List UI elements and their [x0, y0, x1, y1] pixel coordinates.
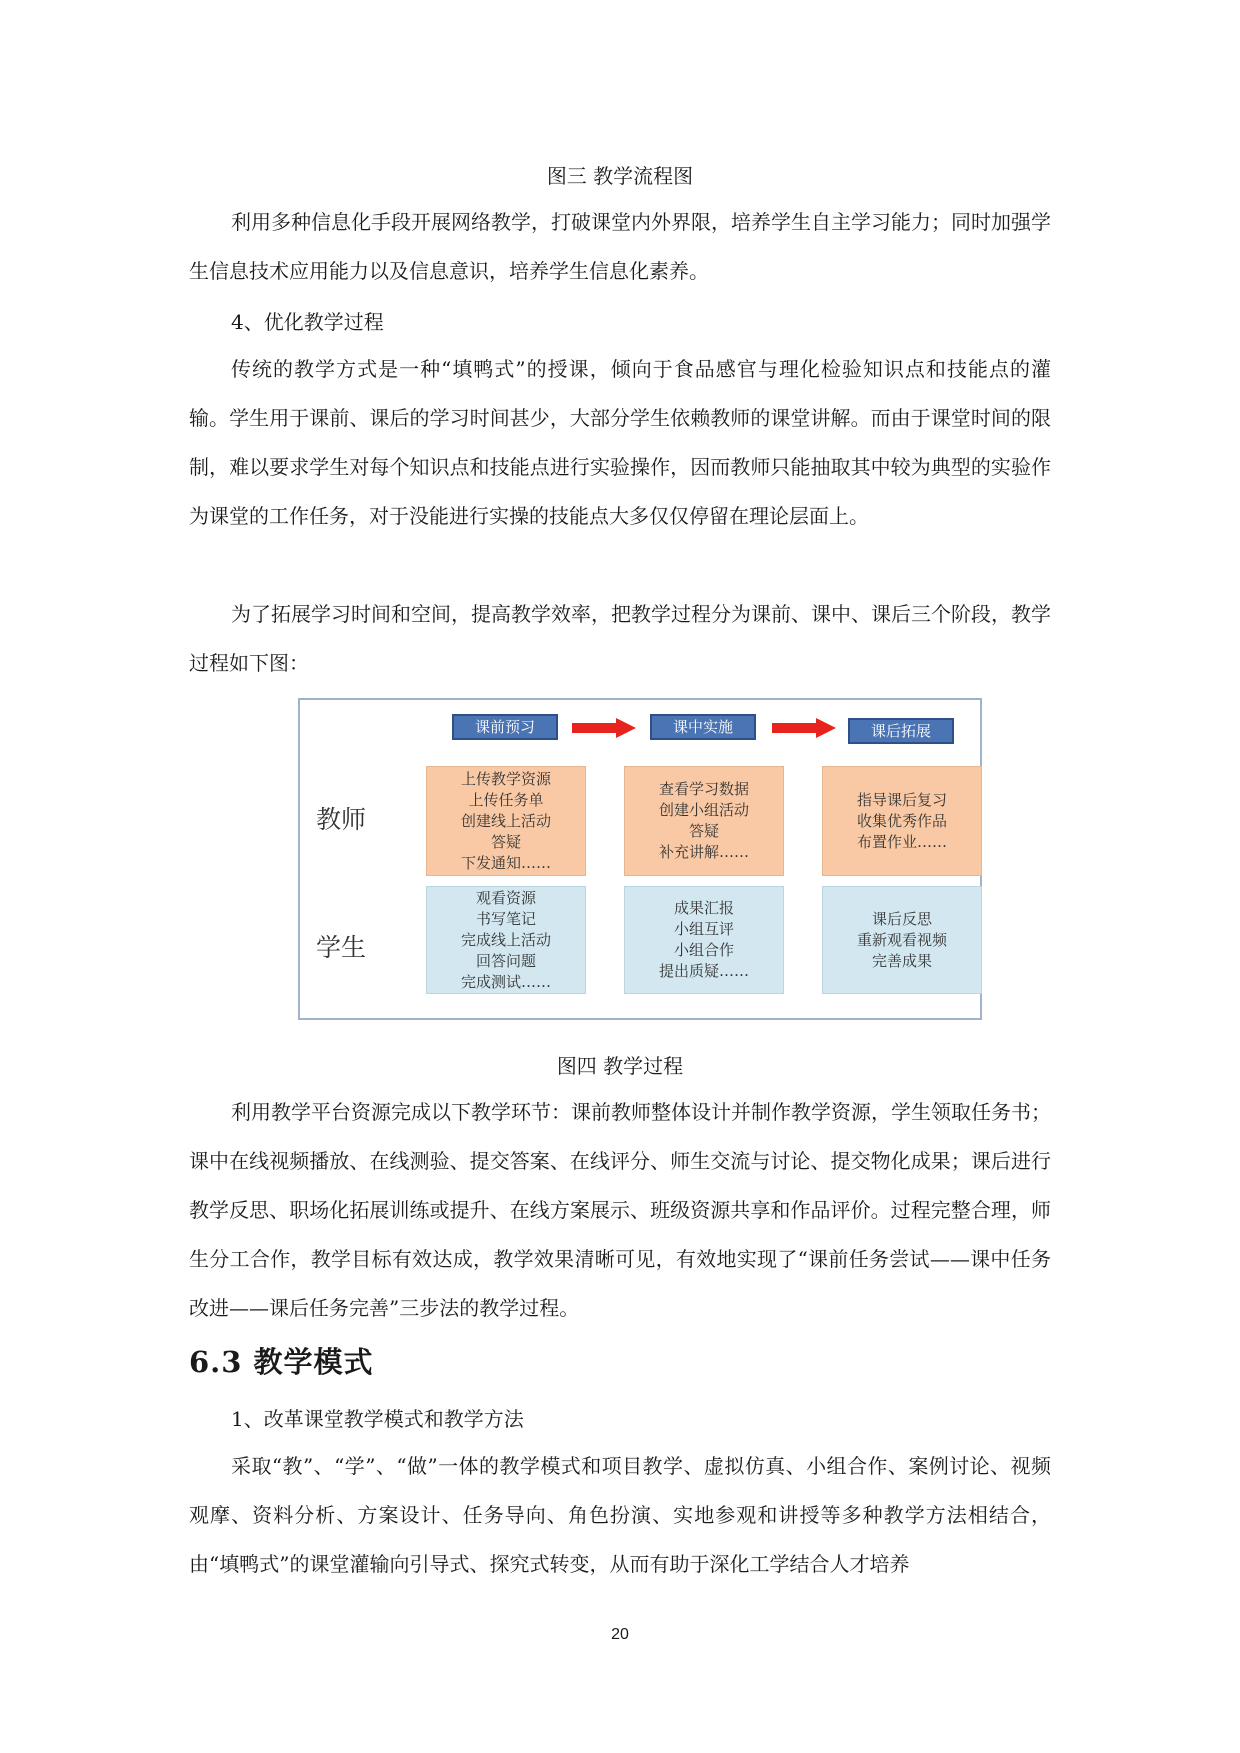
figure-caption-4: 图四 教学过程 — [556, 1054, 684, 1078]
box-line: 创建线上活动 — [460, 811, 551, 830]
stage-post-class: 课后拓展 — [848, 718, 954, 744]
box-line: 下发通知…… — [460, 853, 551, 872]
section-heading: 6.3 教学模式 — [189, 1345, 374, 1379]
teacher-post-class-box — [822, 766, 982, 876]
box-line: 提出质疑…… — [658, 962, 749, 980]
box-line: 收集优秀作品 — [856, 811, 947, 830]
paragraph-traditional-teaching: 传统的教学方式是一种“填鸭式”的授课，倾向于食品感官与理化检验知识点和技能点的灌输。学生用于课前、课后的学习时间甚少，大部分学生依赖教师的课堂讲解。而由于课堂时间的限制，难以要求学生对每个知识点和技能点进行实验操作，因而教师只能抽取其中较为典型的实验作为课堂的工作任务，对于没能进行实操的技能点大多仅仅停留在理论层面上。 — [189, 357, 1051, 528]
role-teacher: 教师 — [316, 805, 367, 834]
teaching-process-diagram — [298, 698, 982, 1020]
page-number: 20 — [611, 1626, 629, 1643]
role-student: 学生 — [316, 933, 367, 962]
box-line: 上传任务单 — [468, 790, 544, 809]
stage-in-class: 课中实施 — [650, 714, 756, 740]
box-line: 回答问题 — [475, 951, 536, 970]
teacher-pre-class-box — [426, 766, 586, 876]
box-line: 答疑 — [490, 832, 521, 851]
figure-caption-3: 图三 教学流程图 — [546, 164, 694, 188]
student-pre-class-box — [426, 886, 586, 994]
paragraph-three-stages: 为了拓展学习时间和空间，提高教学效率，把教学过程分为课前、课中、课后三个阶段，教学过程如下图： — [189, 602, 1051, 675]
box-line: 完成线上活动 — [460, 930, 551, 949]
box-line: 创建小组活动 — [658, 801, 749, 819]
box-line: 小组合作 — [673, 941, 734, 959]
box-line: 观看资源 — [475, 888, 536, 907]
box-line: 完成测试…… — [460, 972, 551, 991]
box-line: 布置作业…… — [856, 832, 947, 851]
teacher-in-class-box — [624, 766, 784, 876]
paragraph-info-teaching: 利用多种信息化手段开展网络教学，打破课堂内外界限，培养学生自主学习能力；同时加强学生信息技术应用能力以及信息意识，培养学生信息化素养。 — [189, 210, 1051, 283]
box-line: 补充讲解…… — [658, 843, 749, 861]
paragraph-platform-steps: 利用教学平台资源完成以下教学环节：课前教师整体设计并制作教学资源，学生领取任务书；课中在线视频播放、在线测验、提交答案、在线评分、师生交流与讨论、提交物化成果；课后进行教学反思、职场化拓展训练或提升、在线方案展示、班级资源共享和作品评价。过程完整合理，师生分工合作，教学目标有效达成，教学效果清晰可见，有效地实现了“课前任务尝试——课中任务改进——课后任务完善”三步法的教学过程。 — [189, 1100, 1051, 1320]
box-line: 完善成果 — [871, 951, 932, 970]
box-line: 小组互评 — [673, 920, 734, 938]
box-line: 成果汇报 — [673, 899, 734, 917]
stage-pre-class: 课前预习 — [452, 714, 558, 740]
box-line: 查看学习数据 — [658, 780, 749, 798]
section-item-1: 1、改革课堂教学模式和教学方法 — [231, 1407, 524, 1431]
arrow-right-icon — [772, 718, 836, 738]
box-line: 书写笔记 — [475, 909, 536, 928]
box-line: 重新观看视频 — [856, 930, 947, 949]
arrow-right-icon — [572, 718, 636, 738]
box-line: 指导课后复习 — [856, 790, 947, 809]
section-item-4: 4、优化教学过程 — [231, 310, 384, 334]
box-line: 答疑 — [688, 822, 719, 840]
box-line: 课后反思 — [871, 909, 932, 928]
student-post-class-box — [822, 886, 982, 994]
box-line: 上传教学资源 — [460, 769, 551, 788]
paragraph-teaching-mode: 采取“教”、“学”、“做”一体的教学模式和项目教学、虚拟仿真、小组合作、案例讨论、视频观摩、资料分析、方案设计、任务导向、角色扮演、实地参观和讲授等多种教学方法相结合，由“填鸭式”的课堂灌输向引导式、探究式转变，从而有助于深化工学结合人才培养 — [189, 1454, 1051, 1576]
student-in-class-box — [624, 886, 784, 994]
